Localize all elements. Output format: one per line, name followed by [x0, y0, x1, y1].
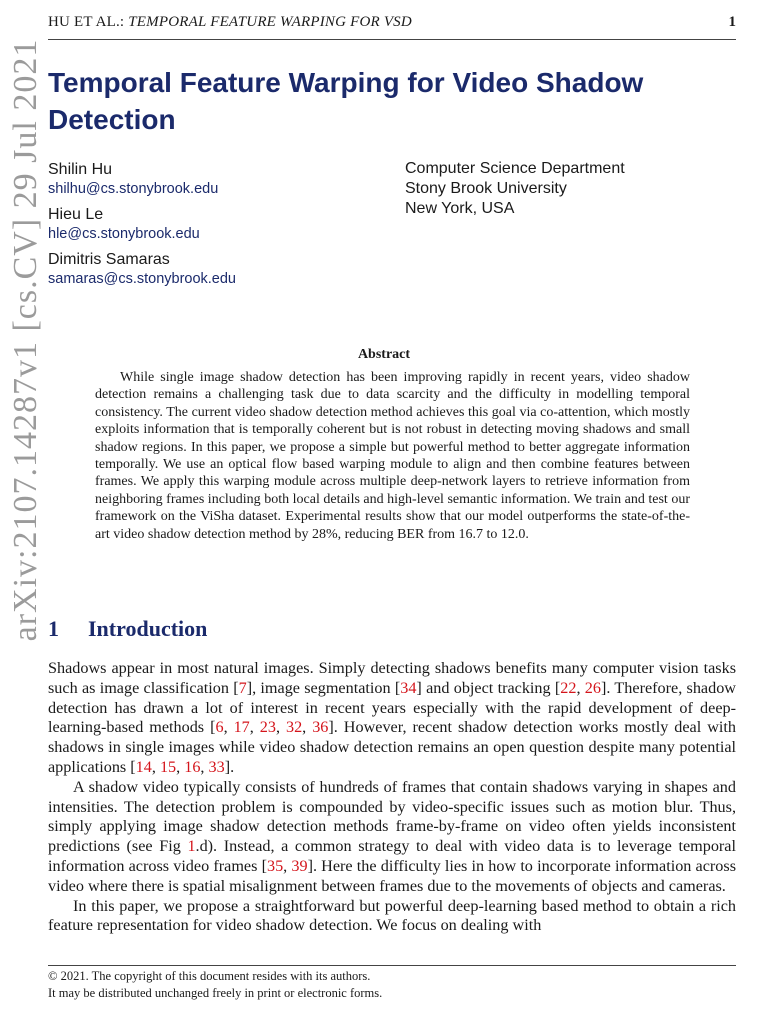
- affiliation-location: New York, USA: [405, 200, 515, 217]
- citation-link[interactable]: 7: [238, 678, 247, 697]
- intro-body: [48, 659, 736, 936]
- citation-link[interactable]: 35: [266, 856, 284, 875]
- citation-link[interactable]: 26: [584, 678, 601, 697]
- citation-link[interactable]: 6: [215, 718, 224, 737]
- text-run: ,: [151, 757, 160, 776]
- author-name: Hieu Le: [48, 206, 104, 223]
- text-run: ,: [576, 678, 585, 697]
- text-run: Shadows appear in most natural images. Simply detecting shadows benefits many computer vision tasks such as image classification [: [48, 659, 736, 697]
- text-run: ,: [283, 856, 292, 875]
- author-name: Shilin Hu: [48, 161, 113, 178]
- citation-link[interactable]: 39: [291, 856, 308, 875]
- footnote-line: © 2021. The copyright of this document resides with its authors.: [48, 969, 371, 983]
- citation-link[interactable]: 15: [159, 757, 177, 776]
- running-head-short-title: TEMPORAL FEATURE WARPING FOR VSD: [128, 14, 412, 30]
- author-name: Dimitris Samaras: [48, 251, 170, 268]
- affiliation-dept: Computer Science Department: [405, 160, 625, 177]
- author-email-link[interactable]: shilhu@cs.stonybrook.edu: [48, 181, 219, 197]
- text-run: ,: [223, 718, 234, 737]
- text-run: ]. Here the difficulty lies in how to incorporate information across video where there is spatial misalignment between frames due to the movements of objects and cameras.: [48, 856, 737, 895]
- citation-link[interactable]: 17: [233, 718, 250, 737]
- author-list: [48, 159, 378, 294]
- running-head-title: [48, 14, 412, 31]
- intro-paragraph-3: In this paper, we propose a straightforward but powerful deep-learning based method to obtain a rich feature representation for video shadow detection. We focus on dealing with: [48, 896, 736, 935]
- text-run: A shadow video typically consists of hundreds of frames that contain shadows varying in shapes and intensities. The detection problem is compounded by video-specific issues such as motion blur. Thus, simply applying image shadow detection methods frame-by-frame on video often yields inconsistent predictions (see Fig: [48, 777, 736, 856]
- affiliation: [405, 159, 625, 219]
- footnote-line: It may be distributed unchanged freely in print or electronic forms.: [48, 985, 383, 1000]
- author-email-link[interactable]: hle@cs.stonybrook.edu: [48, 226, 200, 242]
- paper-title: Temporal Feature Warping for Video Shadow Detection: [48, 67, 644, 135]
- section-title: Introduction: [88, 616, 208, 641]
- copyright-footnote: [48, 968, 382, 1001]
- abstract-heading: Abstract: [357, 347, 411, 362]
- text-run: ,: [200, 757, 209, 776]
- citation-link[interactable]: 23: [259, 718, 276, 737]
- text-run: ], image segmentation [: [246, 678, 401, 697]
- affiliation-university: Stony Brook University: [405, 180, 567, 197]
- section-heading: [48, 616, 207, 642]
- intro-paragraph-2: [48, 778, 736, 897]
- abstract-text: While single image shadow detection has been improving rapidly in recent years, video shadow detection remains a challenging task due to data scarcity and the difficulty in modelling temporal consistency. The current video shadow detection method achieves this goal via co-attention, which mostly exploits information that is temporally coherent but is not robust in detecting moving shadows and small shadow regions. In this paper, we propose a simple but powerful method to better aggregate information temporally. We use an optical flow based warping module to align and then combine features between frames. We apply this warping module across multiple deep-network layers to retrieve information from neighboring frames including both local details and high-level semantic information. We train and test our framework on the ViSha dataset. Experimental results show that our model outperforms the state-of-the-art video shadow detection method by 28%, reducing BER from 16.7 to 12.0.: [95, 370, 690, 542]
- text-run: ]. However, recent shadow detection works mostly deal with shadows in single images while video shadow detection remains an open question despite many potential applications [: [48, 718, 736, 776]
- page-number: 1: [728, 14, 736, 30]
- figure-link[interactable]: 1: [187, 837, 196, 856]
- section-number: 1: [48, 616, 59, 641]
- citation-link[interactable]: 32: [285, 718, 303, 737]
- text-run: ].: [224, 757, 235, 776]
- text-run: .d). Instead, a common strategy to deal with video data is to leverage temporal information across video frames [: [48, 837, 736, 875]
- text-run: ,: [302, 718, 313, 737]
- arxiv-stamp-text: arXiv:2107.14287v1 [cs.CV] 29 Jul 2021: [7, 38, 44, 642]
- citation-link[interactable]: 14: [135, 757, 152, 776]
- text-run: ] and object tracking [: [416, 678, 561, 697]
- text-run: ,: [275, 718, 286, 737]
- text-run: ,: [249, 718, 260, 737]
- author-email-link[interactable]: samaras@cs.stonybrook.edu: [48, 271, 236, 287]
- text-run: ]. Therefore, shadow detection has drawn a lot of interest in recent years especially with the rapid development of deep-learning-based methods [: [48, 678, 736, 737]
- running-head: [48, 14, 736, 38]
- citation-link[interactable]: 16: [184, 757, 201, 776]
- intro-paragraph-1: [48, 659, 736, 778]
- citation-link[interactable]: 33: [208, 757, 225, 776]
- citation-link[interactable]: 22: [560, 678, 577, 697]
- citation-link[interactable]: 34: [400, 678, 417, 697]
- running-head-authors: HU ET AL.:: [48, 14, 125, 30]
- header-rule: [48, 39, 736, 40]
- footnote-rule: [48, 965, 736, 966]
- text-run: ,: [176, 757, 185, 776]
- citation-link[interactable]: 36: [312, 718, 329, 737]
